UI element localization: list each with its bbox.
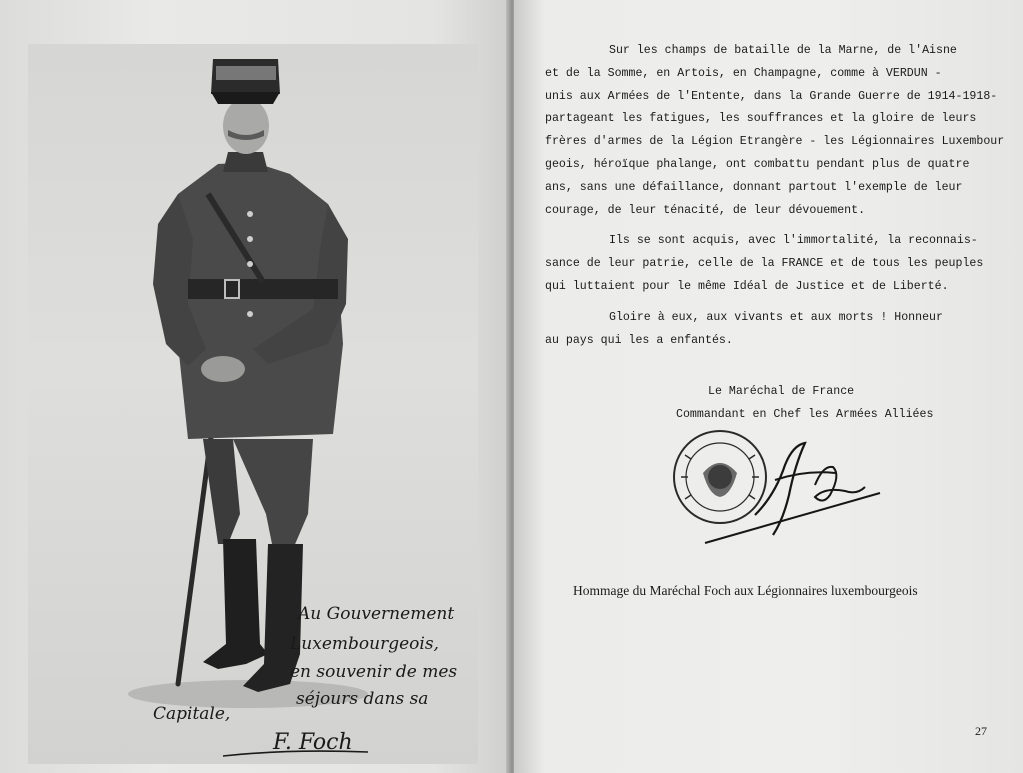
portrait-photo: [28, 44, 478, 764]
page-number: 27: [975, 724, 987, 738]
letter-line: et de la Somme, en Artois, en Champagne, comme à VERDUN -: [545, 66, 942, 80]
letter-line: au pays qui les a enfantés.: [545, 333, 733, 347]
signatory-title-1: Le Maréchal de France: [708, 385, 855, 398]
letter-line: Ils se sont acquis, avec l'immortalité, la reconnais-: [609, 234, 978, 248]
seal-and-signature: [665, 425, 895, 550]
handwritten-dedication: [28, 44, 478, 764]
left-page: [0, 0, 510, 773]
paragraph-3: [545, 307, 995, 353]
letter-line: unis aux Armées de l'Entente, dans la Grande Guerre de 1914-1918-: [545, 89, 998, 103]
letter-line: frères d'armes de la Légion Etrangère - les Légionnaires Luxembour: [545, 135, 1005, 149]
typed-letter: [545, 40, 1005, 360]
letter-line: ans, sans une défaillance, donnant partout l'exemple de leur: [545, 180, 963, 194]
dedication-line-4: séjours dans sa: [296, 689, 429, 709]
letter-line: partageant les fatigues, les souffrances et la gloire de leurs: [545, 112, 977, 126]
dedication-line-2: Luxembourgeois,: [290, 634, 439, 654]
handwritten-signature: [665, 425, 895, 550]
dedication-line-1: Au Gouvernement: [298, 604, 455, 624]
dedication-line-5: Capitale,: [153, 704, 231, 724]
dedication-signature: F. Foch: [273, 730, 353, 755]
letter-line: Sur les champs de bataille de la Marne, de l'Aisne: [609, 44, 957, 57]
letter-line: sance de leur patrie, celle de la FRANCE et de tous les peuples: [545, 257, 984, 271]
paragraph-2: [545, 230, 995, 298]
letter-line: geois, héroïque phalange, ont combattu pendant plus de quatre: [545, 157, 970, 171]
letter-line: Gloire à eux, aux vivants et aux morts ! Honneur: [609, 310, 943, 324]
signatory-titles: [676, 380, 933, 426]
letter-line: courage, de leur ténacité, de leur dévouement.: [545, 203, 866, 217]
photo-caption: Hommage du Maréchal Foch aux Légionnaires luxembourgeois: [573, 583, 918, 598]
dedication-underline: [28, 44, 478, 764]
signatory-title-2: Commandant en Chef les Armées Alliées: [676, 408, 934, 421]
letter-line: qui luttaient pour le même Idéal de Justice et de Liberté.: [545, 279, 949, 293]
paragraph-1: [545, 40, 1005, 222]
dedication-line-3: en souvenir de mes: [290, 662, 458, 682]
